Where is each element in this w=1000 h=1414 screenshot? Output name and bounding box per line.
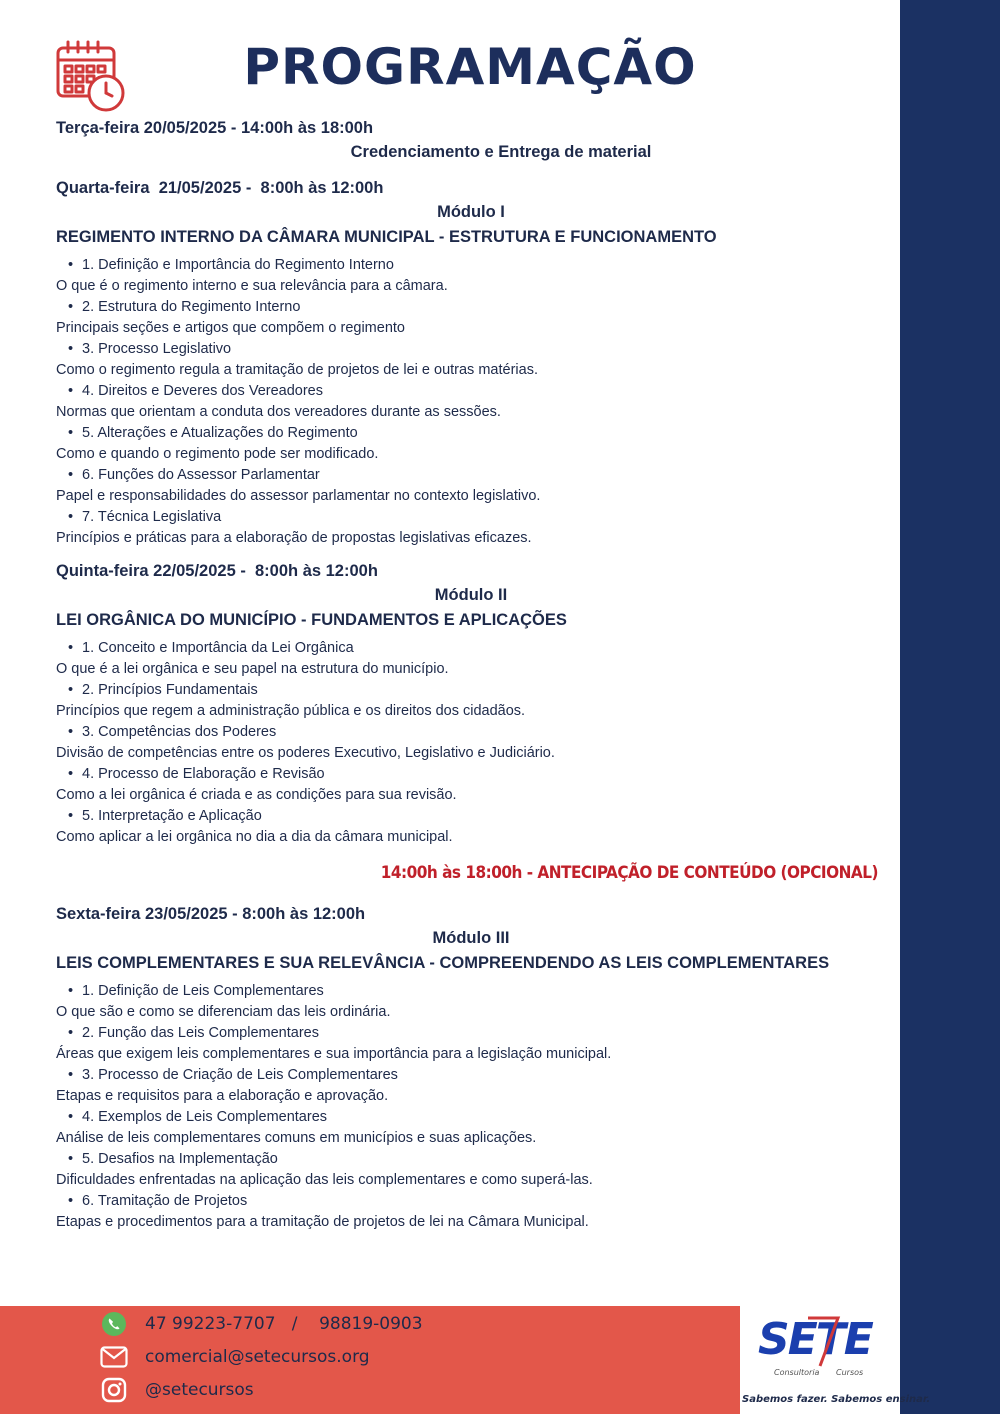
bullet-icon: • bbox=[68, 425, 74, 441]
item-description: Como a lei orgânica é criada e as condições para sua revisão. bbox=[56, 787, 457, 803]
day-4-module: Módulo III bbox=[432, 929, 510, 947]
bullet-icon: • bbox=[68, 766, 74, 782]
day-2-date: Quarta-feira 21/05/2025 - 8:00h às 12:00h bbox=[56, 179, 384, 197]
item-description: O que são e como se diferenciam das leis ordinária. bbox=[56, 1004, 391, 1020]
item-description: Áreas que exigem leis complementares e sua importância para a legislação municipal. bbox=[56, 1046, 612, 1062]
day-3-items bbox=[56, 638, 886, 848]
list-item: • 3. Competências dos Poderes bbox=[56, 722, 886, 743]
item-description: Papel e responsabilidades do assessor parlamentar no contexto legislativo. bbox=[56, 488, 541, 504]
list-item: • 3. Processo de Criação de Leis Complementares bbox=[56, 1065, 886, 1086]
side-bar bbox=[900, 0, 1000, 1414]
bullet-icon: • bbox=[68, 640, 74, 656]
day-3-module: Módulo II bbox=[434, 586, 508, 604]
item-description: Análise de leis complementares comuns em municípios e suas aplicações. bbox=[56, 1130, 537, 1146]
schedule bbox=[56, 116, 886, 1233]
email-row bbox=[100, 1343, 370, 1371]
contact-footer bbox=[0, 1306, 740, 1414]
bullet-icon: • bbox=[68, 682, 74, 698]
item-description: Principais seções e artigos que compõem o regimento bbox=[56, 320, 405, 336]
item-description: Como aplicar a lei orgânica no dia a dia da câmara municipal. bbox=[56, 829, 453, 845]
bullet-icon: • bbox=[68, 509, 74, 525]
day-2-module: Módulo I bbox=[437, 203, 505, 221]
instagram-handle[interactable]: @setecursos bbox=[145, 1380, 254, 1400]
calendar-clock-icon bbox=[54, 38, 130, 114]
item-description: Normas que orientam a conduta dos vereadores durante as sessões. bbox=[56, 404, 501, 420]
bullet-icon: • bbox=[68, 808, 74, 824]
item-description: Dificuldades enfrentadas na aplicação das leis complementares e como superá-las. bbox=[56, 1172, 593, 1188]
day-4-module-title: LEIS COMPLEMENTARES E SUA RELEVÂNCIA - COMPREENDENDO AS LEIS COMPLEMENTARES bbox=[56, 954, 830, 972]
list-item: • 4. Exemplos de Leis Complementares bbox=[56, 1107, 886, 1128]
list-item: • 2. Estrutura do Regimento Interno bbox=[56, 297, 886, 318]
list-item: • 5. Desafios na Implementação bbox=[56, 1149, 886, 1170]
list-item: • 6. Tramitação de Projetos bbox=[56, 1191, 886, 1212]
day-2-items bbox=[56, 255, 886, 549]
item-description: Divisão de competências entre os poderes Executivo, Legislativo e Judiciário. bbox=[56, 745, 555, 761]
optional-session: 14:00h às 18:00h - ANTECIPAÇÃO DE CONTEÚDO (OPCIONAL) bbox=[380, 863, 878, 883]
phone-numbers[interactable]: 47 99223-7707 / 98819-0903 bbox=[145, 1314, 423, 1334]
day-4-date: Sexta-feira 23/05/2025 - 8:00h às 12:00h bbox=[56, 905, 366, 923]
item-description: O que é a lei orgânica e seu papel na estrutura do município. bbox=[56, 661, 449, 677]
bullet-icon: • bbox=[68, 724, 74, 740]
list-item: • 1. Definição de Leis Complementares bbox=[56, 981, 886, 1002]
item-description: Etapas e procedimentos para a tramitação de projetos de lei na Câmara Municipal. bbox=[56, 1214, 589, 1230]
day-3-module-title: LEI ORGÂNICA DO MUNICÍPIO - FUNDAMENTOS E APLICAÇÕES bbox=[56, 611, 567, 629]
logo-slogan: Sabemos fazer. Sabemos ensinar. bbox=[742, 1394, 931, 1405]
bullet-icon: • bbox=[68, 1151, 74, 1167]
logo-sub-left: Consultoria bbox=[774, 1368, 820, 1377]
item-description: O que é o regimento interno e sua relevância para a câmara. bbox=[56, 278, 448, 294]
phone-row bbox=[100, 1310, 423, 1338]
email-link[interactable]: comercial@setecursos.org bbox=[145, 1347, 370, 1367]
item-description: Etapas e requisitos para a elaboração e aprovação. bbox=[56, 1088, 389, 1104]
bullet-icon: • bbox=[68, 341, 74, 357]
bullet-icon: • bbox=[68, 257, 74, 273]
day-3-date: Quinta-feira 22/05/2025 - 8:00h às 12:00h bbox=[56, 562, 378, 580]
bullet-icon: • bbox=[68, 1025, 74, 1041]
list-item: • 1. Conceito e Importância da Lei Orgânica bbox=[56, 638, 886, 659]
instagram-icon bbox=[100, 1376, 128, 1404]
list-item: • 5. Alterações e Atualizações do Regimento bbox=[56, 423, 886, 444]
list-item: • 5. Interpretação e Aplicação bbox=[56, 806, 886, 827]
bullet-icon: • bbox=[68, 467, 74, 483]
sete-logo bbox=[740, 1306, 931, 1414]
list-item: • 4. Processo de Elaboração e Revisão bbox=[56, 764, 886, 785]
day-1-date: Terça-feira 20/05/2025 - 14:00h às 18:00h bbox=[56, 119, 374, 137]
list-item: • 2. Princípios Fundamentais bbox=[56, 680, 886, 701]
list-item: • 1. Definição e Importância do Regimento Interno bbox=[56, 255, 886, 276]
item-description: Princípios e práticas para a elaboração de propostas legislativas eficazes. bbox=[56, 530, 532, 546]
logo-seven-mark-icon bbox=[802, 1310, 842, 1370]
day-2-module-title: REGIMENTO INTERNO DA CÂMARA MUNICIPAL - ESTRUTURA E FUNCIONAMENTO bbox=[56, 228, 717, 246]
list-item: • 3. Processo Legislativo bbox=[56, 339, 886, 360]
day-4-items bbox=[56, 981, 886, 1233]
logo-sub-right: Cursos bbox=[836, 1368, 864, 1377]
day-1-activity: Credenciamento e Entrega de material bbox=[350, 143, 652, 161]
mail-icon bbox=[100, 1343, 128, 1371]
instagram-row bbox=[100, 1376, 254, 1404]
list-item: • 6. Funções do Assessor Parlamentar bbox=[56, 465, 886, 486]
item-description: Como o regimento regula a tramitação de projetos de lei e outras matérias. bbox=[56, 362, 538, 378]
page-title: PROGRAMAÇÃO bbox=[243, 38, 697, 96]
list-item: • 2. Função das Leis Complementares bbox=[56, 1023, 886, 1044]
bullet-icon: • bbox=[68, 1067, 74, 1083]
logo-name: SETE bbox=[758, 1314, 872, 1365]
bullet-icon: • bbox=[68, 1193, 74, 1209]
bullet-icon: • bbox=[68, 983, 74, 999]
bullet-icon: • bbox=[68, 383, 74, 399]
bullet-icon: • bbox=[68, 1109, 74, 1125]
list-item: • 7. Técnica Legislativa bbox=[56, 507, 886, 528]
whatsapp-icon bbox=[100, 1310, 128, 1338]
bullet-icon: • bbox=[68, 299, 74, 315]
list-item: • 4. Direitos e Deveres dos Vereadores bbox=[56, 381, 886, 402]
item-description: Princípios que regem a administração pública e os direitos dos cidadãos. bbox=[56, 703, 526, 719]
item-description: Como e quando o regimento pode ser modificado. bbox=[56, 446, 379, 462]
